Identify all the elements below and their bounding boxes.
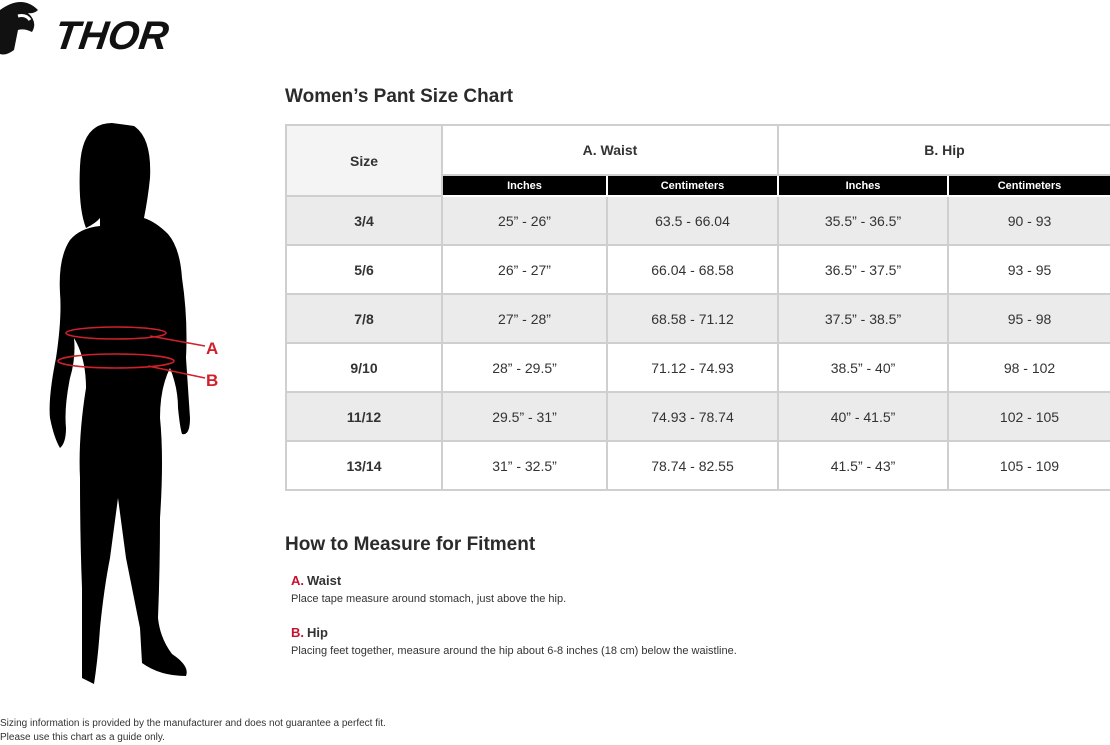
hip-inches-cell: 37.5” - 38.5” <box>778 294 948 343</box>
size-column-header: Size <box>286 125 442 196</box>
thor-logo <box>0 0 175 58</box>
measure-description: Place tape measure around stomach, just above the hip. <box>291 593 567 605</box>
size-cell: 5/6 <box>286 245 442 294</box>
waist-cm-cell: 78.74 - 82.55 <box>607 441 778 490</box>
hip-inches-cell: 38.5” - 40” <box>778 343 948 392</box>
disclaimer-line: Please use this chart as a guide only. <box>0 732 165 743</box>
woman-silhouette-icon <box>50 123 190 684</box>
hip-cm-cell: 98 - 102 <box>948 343 1110 392</box>
waist-cm-cell: 63.5 - 66.04 <box>607 196 778 245</box>
hip-centimeters-header: Centimeters <box>948 175 1110 196</box>
measure-letter: A. <box>291 573 304 588</box>
hip-group-header: B. Hip <box>778 125 1110 175</box>
hip-cm-cell: 93 - 95 <box>948 245 1110 294</box>
hip-inches-cell: 35.5” - 36.5” <box>778 196 948 245</box>
size-cell: 13/14 <box>286 441 442 490</box>
measure-name: Hip <box>307 625 328 640</box>
measure-letter: B. <box>291 625 304 640</box>
waist-cm-cell: 66.04 - 68.58 <box>607 245 778 294</box>
disclaimer-line: Sizing information is provided by the manufacturer and does not guarantee a perfect fit. <box>0 718 386 729</box>
waist-inches-cell: 25” - 26” <box>442 196 607 245</box>
waist-group-header: A. Waist <box>442 125 778 175</box>
body-silhouette-figure <box>30 118 230 688</box>
size-cell: 11/12 <box>286 392 442 441</box>
marker-label-a: A <box>206 339 219 358</box>
hip-cm-cell: 102 - 105 <box>948 392 1110 441</box>
measure-name: Waist <box>307 573 342 588</box>
table-row <box>286 196 1110 245</box>
hip-inches-cell: 41.5” - 43” <box>778 441 948 490</box>
brand-wordmark: THOR <box>51 13 172 58</box>
hip-cm-cell: 105 - 109 <box>948 441 1110 490</box>
disclaimer <box>0 717 386 745</box>
waist-cm-cell: 68.58 - 71.12 <box>607 294 778 343</box>
measure-item-hip <box>291 625 737 657</box>
size-chart-table <box>285 124 1110 491</box>
hip-cm-cell: 95 - 98 <box>948 294 1110 343</box>
waist-cm-cell: 71.12 - 74.93 <box>607 343 778 392</box>
thor-hammer-icon <box>0 2 38 55</box>
waist-inches-cell: 29.5” - 31” <box>442 392 607 441</box>
table-row <box>286 441 1110 490</box>
waist-inches-header: Inches <box>442 175 607 196</box>
chart-title: Women’s Pant Size Chart <box>285 86 514 107</box>
waist-inches-cell: 31” - 32.5” <box>442 441 607 490</box>
marker-label-b: B <box>206 371 219 390</box>
hip-inches-header: Inches <box>778 175 948 196</box>
waist-inches-cell: 28” - 29.5” <box>442 343 607 392</box>
waist-inches-cell: 27” - 28” <box>442 294 607 343</box>
measure-item-waist <box>291 573 566 605</box>
table-row <box>286 392 1110 441</box>
size-cell: 3/4 <box>286 196 442 245</box>
table-row <box>286 343 1110 392</box>
measure-section-title: How to Measure for Fitment <box>285 534 536 555</box>
waist-inches-cell: 26” - 27” <box>442 245 607 294</box>
size-cell: 7/8 <box>286 294 442 343</box>
table-row <box>286 294 1110 343</box>
hip-inches-cell: 36.5” - 37.5” <box>778 245 948 294</box>
hip-inches-cell: 40” - 41.5” <box>778 392 948 441</box>
waist-cm-cell: 74.93 - 78.74 <box>607 392 778 441</box>
table-row <box>286 245 1110 294</box>
waist-centimeters-header: Centimeters <box>607 175 778 196</box>
size-cell: 9/10 <box>286 343 442 392</box>
measure-description: Placing feet together, measure around the hip about 6-8 inches (18 cm) below the waistline. <box>291 645 737 657</box>
hip-cm-cell: 90 - 93 <box>948 196 1110 245</box>
